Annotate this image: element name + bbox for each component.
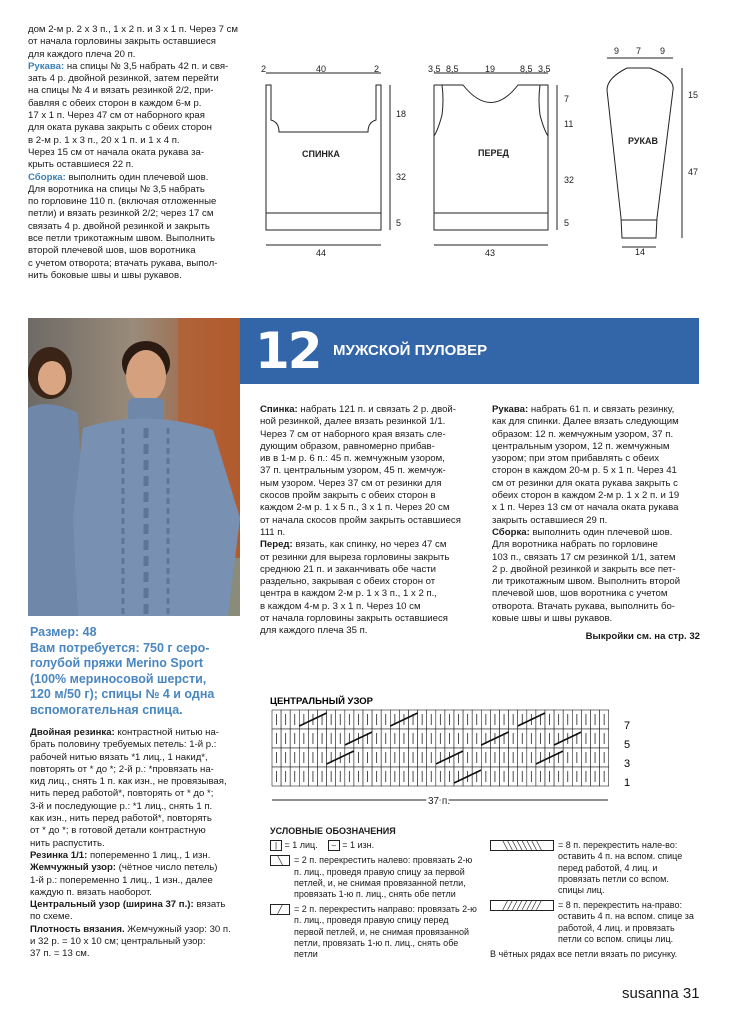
text-line: с учетом отворота; втачать рукава, выпол- xyxy=(28,257,218,269)
text-line: см от резинки для оката рукава закрыть с xyxy=(492,477,678,489)
legend-left2-row xyxy=(270,855,480,900)
front-para xyxy=(260,539,477,551)
sleeves-first: на спицы № 3,5 набрать 42 п. и свя- xyxy=(64,60,229,72)
back-dim-top-right: 2 xyxy=(374,64,380,74)
text-line: все петли трикотажным швом. Выполнить xyxy=(28,233,216,245)
text-line: каждую п. вязать наоборот. xyxy=(30,886,152,898)
text-line: ли трикотажным швом. Выполнить второй xyxy=(492,576,681,588)
sleeve-label: РУКАВ xyxy=(628,136,658,146)
text-line: Для воротника на спицы № 3,5 набрать xyxy=(28,183,205,195)
photo-illustration xyxy=(28,318,240,616)
legend-title: УСЛОВНЫЕ ОБОЗНАЧЕНИЯ xyxy=(270,826,396,836)
front-dim-5: 3,5 xyxy=(538,64,551,74)
sleeves-label: Рукава: xyxy=(28,60,65,72)
row-label-1: 1 xyxy=(624,777,631,789)
text-line: нить боковые швы и швы рукавов. xyxy=(28,269,182,281)
text-line: как для спинки. Далее вязать следующим xyxy=(492,416,679,428)
text-line: связать 4 р. двойной резинкой и закрыть xyxy=(28,220,210,232)
sleeves-instr-label: Рукава: xyxy=(492,404,529,415)
text-line: кид лиц., снять 1 п. как изн., не провязывая, xyxy=(30,776,227,788)
rib-label: Резинка 1/1: xyxy=(30,849,88,861)
legend-right2-row xyxy=(270,904,480,960)
text-line: как изн., нить перед работой*, повторять xyxy=(30,813,212,825)
cross-left-8-icon: ╲╲╲╲╲╲╲╲ xyxy=(490,840,554,851)
text-line: для оката рукава закрыть с обеих сторон xyxy=(28,122,212,134)
legend-knit: = 1 лиц. xyxy=(284,840,318,851)
text-line: в 2-м р. 1 х 3 п., 20 х 1 п. и 1 х 4 п. xyxy=(28,134,180,146)
back-instr-lines xyxy=(260,416,477,539)
text-line: в каждом 4-м р. 3 х 1 п. Через 10 см xyxy=(260,600,421,612)
text-line: от резинки для выреза горловины закрыть xyxy=(260,551,450,563)
knitting-chart xyxy=(268,692,648,812)
back-dim-right-1: 18 xyxy=(396,109,407,119)
rib-text: попеременно 1 лиц., 1 изн. xyxy=(87,849,211,861)
top-sleeves-lines xyxy=(28,73,246,171)
back-instr-first: набрать 121 п. и связать 2 р. двой- xyxy=(297,404,456,415)
legend-knit-row xyxy=(270,840,480,851)
text-line: 37 п. центральным узором, 45 п. жемчуж- xyxy=(260,465,446,477)
row-label-5: 5 xyxy=(624,739,631,751)
front-dim-bottom: 43 xyxy=(485,248,496,258)
front-dim-2: 8,5 xyxy=(446,64,459,74)
sleeve-dim-top-2: 7 xyxy=(636,46,642,56)
page-number: 31 xyxy=(682,985,700,1002)
sleeves-instr-first: набрать 61 п. и связать резинку, xyxy=(528,404,675,415)
pattern-title: МУЖСКОЙ ПУЛОВЕР xyxy=(333,342,488,359)
text-line: и 32 р. = 10 х 10 см; центральный узор: xyxy=(30,936,206,948)
cross-left-2-icon: ╲ xyxy=(270,855,290,866)
text-line: среднюю 21 п. и заканчивать обе части xyxy=(260,563,437,575)
top-text-column xyxy=(28,24,246,282)
back-dim-right-2: 32 xyxy=(396,172,407,182)
assembly-label: Сборка: xyxy=(28,171,66,183)
legend-right2: = 2 п. перекрестить направо: провязать 2-ю п. лиц., проведя правую спицу перед первой петлей, и, не снимая провязанной петли, провязать 1-ю п. лиц., снять обе петли xyxy=(294,904,477,960)
row-label-3: 3 xyxy=(624,758,631,770)
sleeve-dim-right-2: 47 xyxy=(688,167,699,177)
text-line: бавляя с обеих сторон в каждом 6-м р. xyxy=(28,97,202,109)
front-neck xyxy=(442,85,540,103)
text-line: 1-й р.: попеременно 1 лиц., 1 изн., далее xyxy=(30,874,213,886)
legend-left8-row xyxy=(490,840,695,896)
double-rib-first: контрастной нитью на- xyxy=(114,727,220,738)
back-para xyxy=(260,404,477,416)
text-line: Через 15 см от начала оката рукава за- xyxy=(28,146,205,158)
central-para xyxy=(30,899,250,911)
sleeves-instr-lines xyxy=(492,416,700,527)
chart-grid xyxy=(272,710,609,786)
text-line: обеих сторон в каждом 2-м р. 1 х 2 п. и 19 xyxy=(492,490,680,502)
double-rib-para xyxy=(30,727,250,739)
text-line: центра в каждом 2-м р. 1 х 3 п., 1 х 2 п., xyxy=(260,588,437,600)
instructions-col-b xyxy=(492,404,700,644)
top-assembly-lines xyxy=(28,184,246,282)
text-line: 103 п., связать 17 см резинкой 1/1, затем xyxy=(492,551,676,563)
text-line: для каждого плеча 35 п. xyxy=(260,625,368,637)
back-dim-bottom: 44 xyxy=(316,248,327,258)
density-para xyxy=(30,924,250,936)
patterns-ref[interactable]: Выкройки см. на стр. 32 xyxy=(585,631,700,643)
central-lines xyxy=(30,911,250,923)
sleeve-dim-right-1: 15 xyxy=(688,90,699,100)
front-label: ПЕРЕД xyxy=(478,148,509,158)
text-line: на спицы № 4 и вязать резинкой 2/2, при- xyxy=(28,85,214,97)
front-instr-first: вязать, как спинку, но через 47 см xyxy=(292,539,447,551)
need-label: Вам потребуется: xyxy=(30,640,140,655)
text-line: нить перед работой*, повторять от * до *; xyxy=(30,788,214,800)
legend xyxy=(270,826,720,960)
back-label: СПИНКА xyxy=(302,149,340,159)
knit-symbol-icon: | xyxy=(270,840,282,851)
text-line: по горловине 110 п. (включая отложенные xyxy=(28,196,217,208)
central-first: вязать xyxy=(193,899,226,911)
pearl-para xyxy=(30,862,250,874)
sleeve-dim-top-3: 9 xyxy=(660,46,666,56)
text-line: ковые швы и швы рукавов. xyxy=(492,613,613,625)
sleeve-dim-top-1: 9 xyxy=(614,46,620,56)
purl-symbol-icon: – xyxy=(328,840,340,851)
legend-note: В чётных рядах все петли вязать по рисунку. xyxy=(490,949,678,960)
text-line: Через 7 см от наборного края вязать сле- xyxy=(260,428,446,440)
row-label-7: 7 xyxy=(624,720,631,732)
text-line: крыть оставшиеся 22 п. xyxy=(28,159,134,171)
text-line: Для воротника набрать по горловине xyxy=(492,539,658,551)
text-line: для каждого плеча 20 п. xyxy=(28,48,136,60)
front-instr-lines xyxy=(260,552,477,638)
back-instr-label: Спинка: xyxy=(260,404,298,415)
back-dim-right-3: 5 xyxy=(396,218,402,228)
need-lines xyxy=(30,656,248,718)
legend-right8-row xyxy=(490,900,695,945)
text-line: от начала горловины закрыть оставшиеся xyxy=(260,613,448,625)
brand-name: susanna xyxy=(622,985,679,1002)
front-instr-label: Перед: xyxy=(260,539,293,551)
top-sleeves-para xyxy=(28,61,246,73)
pearl-label: Жемчужный узор: xyxy=(30,862,117,874)
text-line: центральным узором, 12 п. жемчужным xyxy=(492,440,670,452)
text-line: петли) и вязать резинкой 2/2; через 17 см xyxy=(28,208,214,220)
text-line: скосов пройм закрыть с обеих сторон в xyxy=(260,490,436,502)
cross-right-8-icon: ╱╱╱╱╱╱╱╱ xyxy=(490,900,554,911)
pearl-lines xyxy=(30,875,250,900)
text-line: 120 м/50 г); спицы № 4 и одна xyxy=(30,687,215,701)
text-line: ной резинкой, далее вязать резинкой 1/1. xyxy=(260,416,446,428)
central-label: Центральный узор (ширина 37 п.): xyxy=(30,899,194,911)
need-line xyxy=(30,641,248,657)
chart-title: ЦЕНТРАЛЬНЫЙ УЗОР xyxy=(270,696,374,707)
instructions-col-a xyxy=(260,404,477,638)
rib-para xyxy=(30,850,250,862)
text-line: ным узором. Через 37 см от резинки для xyxy=(260,477,442,489)
pearl-first: (чётное число петель) xyxy=(116,862,218,874)
density-first: Жемчужный узор: 30 п. xyxy=(124,923,231,935)
cross-right-2-icon: ╱ xyxy=(270,904,290,915)
sleeve-dim-bottom: 14 xyxy=(635,247,646,257)
size-line xyxy=(30,625,248,641)
double-rib-label: Двойная резинка: xyxy=(30,727,115,738)
text-line: зать 4 р. двойной резинкой, затем перейти xyxy=(28,73,219,85)
text-line: плечевой шов, шов воротника с учетом xyxy=(492,588,668,600)
back-dim-top-left: 2 xyxy=(261,64,267,74)
front-dim-right-2: 11 xyxy=(564,119,574,129)
front-dim-right-1: 7 xyxy=(564,94,570,104)
text-line: второй плечевой шов, шов воротника xyxy=(28,245,196,257)
legend-right8: = 8 п. перекрестить на-право: оставить 4 п. на вспом. спице за работой, 4 лиц. и провязать петли со вспом. спицы лиц. xyxy=(558,900,694,944)
page-footer xyxy=(622,985,700,1002)
assembly-instr-first: выполнить один плечевой шов. xyxy=(529,526,673,538)
text-line: узором; при этом прибавлять с обеих xyxy=(492,453,660,465)
text-line: дующим образом, равномерно прибав- xyxy=(260,440,435,452)
text-line: закрыть оставшиеся 29 п. xyxy=(492,514,608,526)
front-dim-right-3: 32 xyxy=(564,175,575,185)
text-line: 37 п. = 13 см. xyxy=(30,948,90,960)
assembly-instr-label: Сборка: xyxy=(492,526,530,538)
size-label: Размер: xyxy=(30,625,80,639)
assembly-para xyxy=(492,527,700,539)
front-dim-3: 19 xyxy=(485,64,496,74)
sleeves-para xyxy=(492,404,700,416)
text-line: нить распустить. xyxy=(30,837,105,849)
double-rib-lines xyxy=(30,739,250,850)
text-line: рабочей нитью вязать *1 лиц., 1 накид*, xyxy=(30,751,208,763)
density-label: Плотность вязания. xyxy=(30,923,125,935)
text-line: от * до *; в готовой детали контрастную xyxy=(30,825,206,837)
text-line: брать половину требуемых петель: 1-й р.: xyxy=(30,739,217,751)
size-value: 48 xyxy=(79,625,97,639)
text-line: каждом 2-м р. 1 х 5 п., 3 х 1 п. Через 20 см xyxy=(260,502,450,514)
text-line: от начала горловины закрыть оставшиеся xyxy=(28,36,216,48)
text-line: отворота. Втачать рукава, выполнить бо- xyxy=(492,600,676,612)
width-label: 37 п. xyxy=(428,796,451,807)
need-first: 750 г серо- xyxy=(139,640,210,655)
text-line: вспомогательная спица. xyxy=(30,702,183,717)
text-line: от начала скосов пройм закрыть оставшиеся 111 п. xyxy=(260,514,461,538)
patterns-column xyxy=(30,727,250,961)
model-photo xyxy=(28,318,240,616)
text-line: 2 р. двойной резинкой и закрыть все пет- xyxy=(492,563,676,575)
text-line: голубой пряжи Merino Sport xyxy=(30,656,204,670)
text-line: раздельно, закрывая с обеих сторон от xyxy=(260,576,436,588)
text-line: (100% мериносовой шерсти, xyxy=(30,671,207,686)
size-block xyxy=(30,625,248,718)
assembly-instr-lines xyxy=(492,539,700,625)
legend-left2: = 2 п. перекрестить налево: провязать 2-ю п. лиц., проведя правую спицу за первой петлей, и, не снимая провязанной петли, провязать 1-ю п. лиц., снять обе петли xyxy=(294,855,473,900)
sleeve-outline xyxy=(607,68,673,238)
legend-left8: = 8 п. перекрестить нале-во: оставить 4 п. на вспом. спице перед работой, 4 лиц. и провязать петли со вспом. спицы лиц. xyxy=(558,840,683,896)
text-line: 3-й и последующие р.: *1 лиц., снять 1 п. xyxy=(30,800,213,812)
text-line: повторять от * до *; 2-й р.: *провязать на- xyxy=(30,763,214,775)
front-dim-1: 3,5 xyxy=(428,64,441,74)
text-line: сторон в каждом 20-м р. 5 х 1 п. Через 41 xyxy=(492,465,677,477)
text-line: дом 2-м р. 2 х 3 п., 1 х 2 п. и 3 х 1 п. Через 7 см xyxy=(28,24,238,35)
top-assembly-para xyxy=(28,172,246,184)
back-dim-top-mid: 40 xyxy=(316,64,327,74)
top-cont-lines xyxy=(28,24,246,61)
text-line: по схеме. xyxy=(30,911,73,923)
text-line: 17 х 1 п. Через 47 см от наборного края xyxy=(28,110,205,122)
assembly-first: выполнить один плечевой шов. xyxy=(65,171,209,183)
legend-purl: = 1 изн. xyxy=(342,840,375,851)
text-line: ив в 1-м р. 6 п.: 45 п. жемчужным узором, xyxy=(260,453,445,465)
front-dim-right-4: 5 xyxy=(564,218,570,228)
front-dim-4: 8,5 xyxy=(520,64,533,74)
schematics xyxy=(250,40,720,270)
density-lines xyxy=(30,936,250,961)
text-line: образом: 12 п. жемчужным узором, 37 п. xyxy=(492,428,674,440)
text-line: х 1 п. Через 13 см от начала оката рукава xyxy=(492,502,679,514)
pattern-number: 12 xyxy=(255,322,321,380)
